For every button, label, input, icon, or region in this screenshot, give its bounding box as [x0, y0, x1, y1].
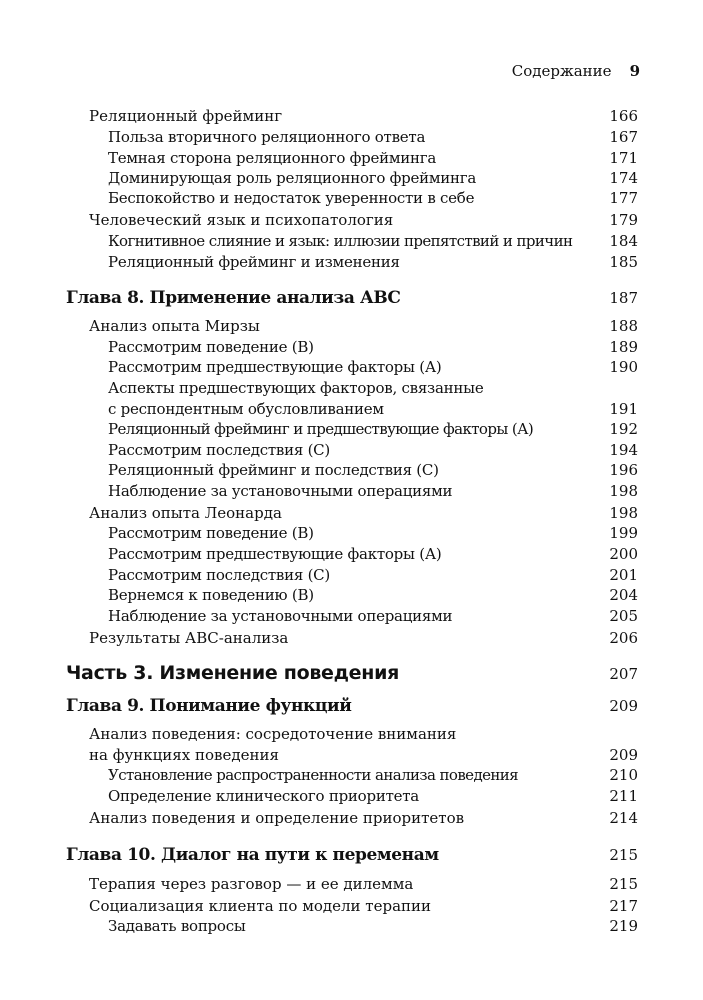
toc-entry-label: Реляционный фрейминг: [89, 107, 283, 125]
toc-entry: [89, 317, 638, 335]
toc-part: [66, 662, 638, 684]
toc-entry-label: Человеческий язык и психопатология: [89, 211, 394, 229]
toc-entry-page: 192: [609, 420, 638, 438]
toc-entry-label: Анализ опыта Мирзы: [89, 317, 260, 335]
toc-entry-label: Наблюдение за установочными операциями: [108, 482, 453, 500]
toc-chapter: [66, 288, 638, 308]
toc-entry-page: 200: [609, 545, 638, 563]
toc-entry-page: 209: [609, 746, 638, 764]
toc-entry-page: 166: [609, 107, 638, 125]
toc-entry: [108, 169, 638, 187]
toc-entry-page: 184: [609, 232, 638, 250]
toc-entry-page: 198: [609, 482, 638, 500]
toc-entry: [108, 338, 638, 356]
toc-entry: [89, 629, 638, 647]
toc-part-label: Часть 3. Изменение поведения: [66, 662, 400, 684]
toc-entry: [108, 545, 638, 563]
toc-entry-label: Анализ поведения: сосредоточение внимания: [89, 725, 457, 743]
toc-entry: [108, 524, 638, 542]
toc-entry: [108, 787, 638, 805]
toc-entry-label: Рассмотрим предшествующие факторы (А): [108, 545, 442, 563]
toc-part-page: 207: [609, 665, 638, 683]
toc-chapter: [66, 845, 638, 865]
toc-entry-label: Реляционный фрейминг и последствия (С): [108, 461, 439, 479]
toc-chapter-label: Глава 9. Понимание функций: [66, 696, 352, 716]
toc-entry-page: 196: [609, 461, 638, 479]
toc-entry-label: на функциях поведения: [89, 746, 279, 764]
toc-entry-label: Установление распространенности анализа поведения: [108, 766, 519, 784]
toc-entry-page: 204: [609, 586, 638, 604]
toc-entry-page: 214: [609, 809, 638, 827]
running-head: [0, 62, 640, 80]
page-number: 9: [629, 62, 640, 80]
toc-entry-page: 199: [609, 524, 638, 542]
toc-chapter: [66, 696, 638, 716]
toc-entry-label: Реляционный фрейминг и предшествующие факторы (А): [108, 420, 534, 438]
running-head-title: Содержание: [511, 62, 612, 80]
toc-entry: [89, 875, 638, 893]
toc-entry-page: 215: [609, 875, 638, 893]
toc-entry-page: 211: [609, 787, 638, 805]
toc-entry: [108, 482, 638, 500]
toc-entry-page: 194: [609, 441, 638, 459]
toc-entry: [89, 746, 638, 764]
toc-entry-label: Реляционный фрейминг и изменения: [108, 253, 400, 271]
toc-entry: [108, 461, 638, 479]
toc-entry-label: Польза вторичного реляционного ответа: [108, 128, 426, 146]
toc-entry: [108, 358, 638, 376]
toc-entry-page: 179: [609, 211, 638, 229]
toc-entry: [108, 607, 638, 625]
toc-entry: [108, 400, 638, 418]
toc-entry-label: с респондентным обусловливанием: [108, 400, 384, 418]
toc-entry-label: Вернемся к поведению (В): [108, 586, 314, 604]
toc-entry-label: Рассмотрим поведение (В): [108, 338, 314, 356]
toc-entry-label: Рассмотрим последствия (С): [108, 441, 330, 459]
toc-entry-label: Результаты АВС-анализа: [89, 629, 289, 647]
toc-entry-label: Аспекты предшествующих факторов, связанные: [108, 379, 484, 397]
toc-entry-label: Рассмотрим поведение (В): [108, 524, 314, 542]
toc-entry-page: 205: [609, 607, 638, 625]
toc-entry-label: Анализ опыта Леонарда: [89, 504, 282, 522]
toc-entry-label: Когнитивное слияние и язык: иллюзии препятствий и причин: [108, 232, 573, 250]
toc-entry-page: 171: [609, 149, 638, 167]
toc-chapter-page: 187: [609, 289, 638, 307]
toc-entry: [89, 897, 638, 915]
toc-entry: [108, 917, 638, 935]
toc-entry: [108, 441, 638, 459]
toc-entry-page: 189: [609, 338, 638, 356]
toc-entry-label: Темная сторона реляционного фрейминга: [108, 149, 437, 167]
toc-entry-page: 210: [609, 766, 638, 784]
toc-entry: [89, 809, 638, 827]
toc-entry: [89, 107, 638, 125]
toc-entry: [108, 128, 638, 146]
toc-entry-page: 219: [609, 917, 638, 935]
toc-entry-label: Определение клинического приоритета: [108, 787, 419, 805]
toc-entry: [108, 420, 638, 438]
toc-chapter-label: Глава 10. Диалог на пути к переменам: [66, 845, 439, 865]
toc-entry: [108, 566, 638, 584]
toc-entry-page: 190: [609, 358, 638, 376]
toc-entry-label: Терапия через разговор — и ее дилемма: [89, 875, 414, 893]
toc-entry-page: 174: [609, 169, 638, 187]
toc-entry-label: Рассмотрим последствия (С): [108, 566, 330, 584]
toc-entry-label: Рассмотрим предшествующие факторы (А): [108, 358, 442, 376]
toc-entry-label: Социализация клиента по модели терапии: [89, 897, 432, 915]
toc-entry-label: Доминирующая роль реляционного фрейминга: [108, 169, 477, 187]
toc-entry: [89, 211, 638, 229]
toc-entry: [108, 149, 638, 167]
toc-entry: [108, 253, 638, 271]
toc-entry-page: 188: [609, 317, 638, 335]
toc-chapter-page: 209: [609, 697, 638, 715]
toc-entry: [108, 379, 638, 397]
toc-entry: [89, 725, 638, 743]
toc-entry-label: Анализ поведения и определение приоритетов: [89, 809, 465, 827]
toc-entry: [108, 766, 638, 784]
toc-entry-label: Наблюдение за установочными операциями: [108, 607, 453, 625]
toc-entry-page: 177: [609, 189, 638, 207]
toc-entry-label: Задавать вопросы: [108, 917, 246, 935]
toc-entry-page: 185: [609, 253, 638, 271]
toc-entry-page: 206: [609, 629, 638, 647]
toc-chapter-label: Глава 8. Применение анализа АВС: [66, 288, 401, 308]
toc-entry-page: 201: [609, 566, 638, 584]
toc-chapter-page: 215: [609, 846, 638, 864]
toc-entry-page: 198: [609, 504, 638, 522]
toc-entry: [108, 586, 638, 604]
toc-entry-page: 217: [609, 897, 638, 915]
toc-entry: [89, 504, 638, 522]
toc-entry: [108, 189, 638, 207]
toc-entry-page: 191: [609, 400, 638, 418]
toc-entry: [108, 232, 638, 250]
toc-entry-label: Беспокойство и недостаток уверенности в себе: [108, 189, 475, 207]
toc-entry-page: 167: [609, 128, 638, 146]
